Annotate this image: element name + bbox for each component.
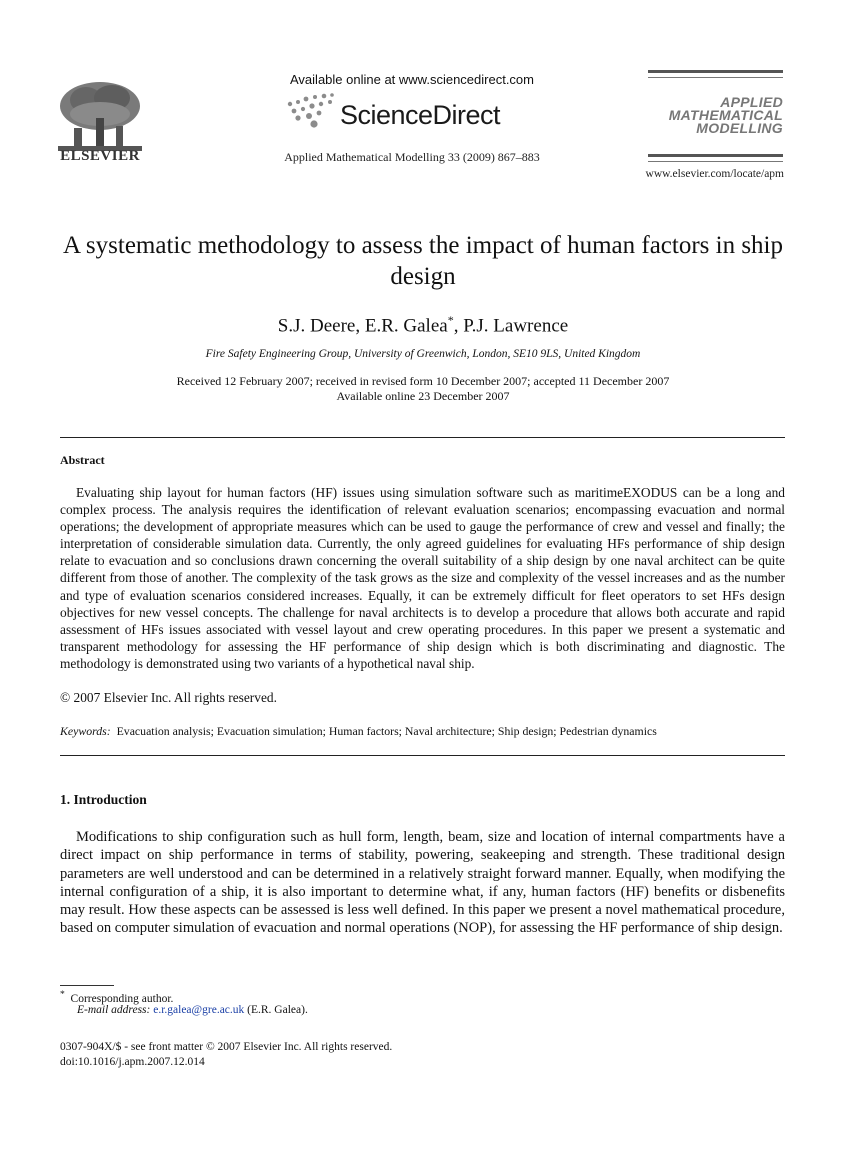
- journal-logo-line: MATHEMATICAL: [668, 107, 783, 123]
- keywords: [60, 724, 785, 739]
- sciencedirect-dots-icon: [284, 90, 344, 130]
- journal-logo-line: APPLIED: [720, 94, 783, 110]
- abstract-heading: Abstract: [60, 453, 105, 467]
- footnote-corresponding: [60, 989, 173, 1005]
- sciencedirect-wordmark: ScienceDirect: [340, 100, 501, 130]
- keywords-list: Evacuation analysis; Evacuation simulation; Human factors; Naval architecture; Ship design; Pedestrian dynamics: [116, 724, 657, 738]
- corresponding-label: Corresponding author.: [70, 992, 174, 1005]
- journal-url[interactable]: www.elsevier.com/locate/apm: [645, 168, 784, 180]
- keywords-label: Keywords:: [60, 724, 111, 738]
- front-matter: [60, 1040, 392, 1070]
- journal-logo-line: MODELLING: [696, 120, 783, 136]
- journal-citation: Applied Mathematical Modelling 33 (2009) 867–883: [284, 150, 540, 164]
- article-dates: [60, 374, 786, 404]
- email-link[interactable]: e.r.galea@gre.ac.uk: [153, 1004, 245, 1016]
- corresponding-author-mark[interactable]: *: [447, 313, 454, 327]
- article-title: A systematic methodology to assess the impact of human factors in ship design: [62, 232, 784, 290]
- author-names-tail: , P.J. Lawrence: [453, 315, 569, 337]
- divider: [60, 755, 785, 756]
- issn-line: 0307-904X/$ - see front matter © 2007 Elsevier Inc. All rights reserved.: [60, 1041, 393, 1053]
- footnote-mark: *: [60, 989, 65, 1000]
- available-online-text: Available online at www.sciencedirect.com: [290, 72, 534, 87]
- available-online-date: Available online 23 December 2007: [336, 389, 510, 403]
- author-names: S.J. Deere, E.R. Galea: [277, 315, 448, 337]
- affiliation: Fire Safety Engineering Group, University of Greenwich, London, SE10 9LS, United Kingdom: [205, 348, 641, 360]
- abstract-text: Evaluating ship layout for human factors (HF) issues using simulation software such as maritimeEXODUS can be a long and complex process. The analysis requires the identification of relevant evaluation scenarios; encompassing evacuation and normal operations; the development of appropriate measures which can be used to gauge the performance of crew and vessel and finally; the interpretation of considerable simulation data. Currently, the only agreed guidelines for evaluating HFs performance of ship design relate to evacuation and so conclusions drawn concerning the overall suitability of a ship design by one naval architect can be quite different from those of another. The complexity of the task grows as the size and complexity of the vessel increases and as the number and type of evaluation scenarios considered increases. Equally, it can be extremely difficult for fleet operators to set HFs design objectives for new vessel concepts. The challenge for naval architects is to develop a procedure that allows both accurate and rapid assessment of HFs issues associated with vessel layout and crew operating procedures. In this paper we present a systematic and transparent methodology for assessing the HF performance of ship design which is both discriminating and diagnostic. The methodology is demonstrated using two variants of a hypothetical naval ship.: [60, 485, 785, 671]
- publisher-name: ELSEVIER: [60, 148, 140, 164]
- introduction-text: Modifications to ship configuration such as hull form, length, beam, size and location of internal compartments have a direct impact on ship performance in terms of stability, powering, seakeeping and strength. These traditional design parameters are well understood and can be determined in a relatively straight forward manner. Equally, when modifying the internal configuration of a ship, it is also important to determine what, if any, human factors (HF) benefits or disbenefits may result. How these aspects can be assessed is less well defined. In this paper we present a novel mathematical procedure, based on computer simulation of evacuation and normal operations (NOP), for assessing the HF performance of ship design.: [60, 829, 785, 937]
- email-label: E-mail address:: [77, 1004, 151, 1016]
- doi-line[interactable]: doi:10.1016/j.apm.2007.12.014: [60, 1056, 205, 1068]
- divider: [60, 437, 785, 438]
- email-owner: (E.R. Galea).: [247, 1004, 308, 1016]
- received-dates: Received 12 February 2007; received in revised form 10 December 2007; accepted 11 December 2007: [176, 374, 670, 388]
- footnote-divider: [60, 985, 114, 986]
- journal-logo: [648, 70, 783, 165]
- section-heading: 1. Introduction: [60, 792, 147, 807]
- author-list: [60, 313, 786, 337]
- footnote-email: [77, 1004, 308, 1016]
- copyright-line: © 2007 Elsevier Inc. All rights reserved.: [60, 690, 277, 705]
